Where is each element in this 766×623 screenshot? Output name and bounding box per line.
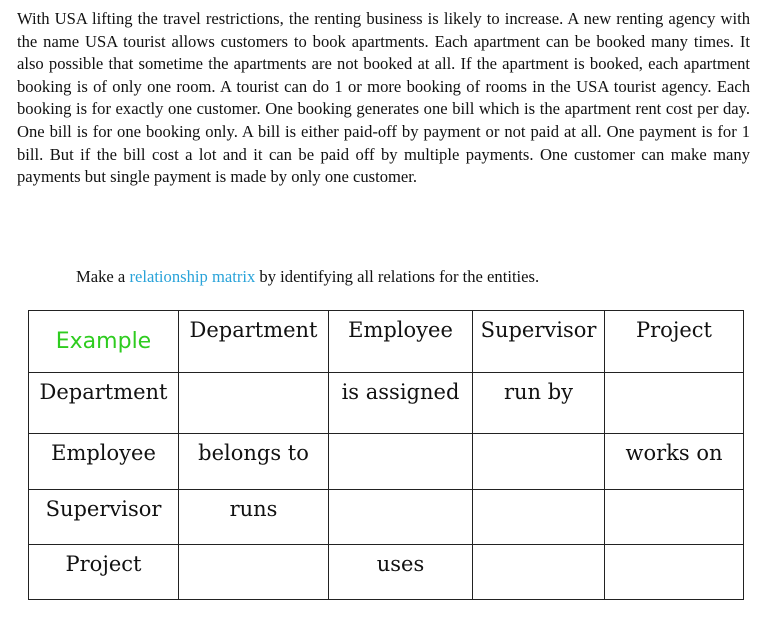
matrix-cell (329, 373, 473, 434)
relation-label: works on (625, 441, 723, 465)
relation-label: uses (376, 552, 425, 576)
matrix-cell (473, 490, 605, 545)
relation-label: runs (229, 497, 278, 521)
row-header (29, 434, 179, 490)
matrix-cell (329, 490, 473, 545)
relation-label (605, 490, 743, 497)
column-header (179, 311, 329, 373)
relation-label: belongs to (198, 441, 309, 465)
column-header-label: Project (636, 318, 712, 342)
instruction-prefix: Make a (76, 267, 130, 286)
matrix-cell (605, 490, 744, 545)
matrix-cell (179, 373, 329, 434)
relationship-matrix-link[interactable]: relationship matrix (129, 267, 256, 286)
relation-label (473, 490, 604, 497)
matrix-cell (473, 373, 605, 434)
row-header-label: Department (39, 380, 168, 404)
relation-label (473, 434, 604, 441)
matrix-cell (605, 545, 744, 600)
relationship-matrix-table (28, 310, 744, 600)
relation-label (329, 434, 472, 441)
matrix-cell (605, 373, 744, 434)
table-row (29, 373, 744, 434)
table-row (29, 434, 744, 490)
column-header (473, 311, 605, 373)
column-header-label: Supervisor (480, 318, 597, 342)
row-header-label: Project (65, 552, 142, 576)
table-row (29, 490, 744, 545)
matrix-cell (473, 545, 605, 600)
relation-label (605, 545, 743, 552)
column-header (329, 311, 473, 373)
row-header (29, 373, 179, 434)
instruction-suffix: by identifying all relations for the entities. (255, 267, 540, 286)
matrix-cell (329, 434, 473, 490)
table-row (29, 545, 744, 600)
instruction-text (76, 266, 539, 288)
relation-label (179, 545, 328, 552)
matrix-cell (179, 545, 329, 600)
relation-label (179, 373, 328, 380)
matrix-cell (473, 434, 605, 490)
matrix-cell (329, 545, 473, 600)
column-header (605, 311, 744, 373)
relation-label: is assigned (341, 380, 460, 404)
header-row (29, 311, 744, 373)
relation-label: run by (503, 380, 574, 404)
relation-label (605, 373, 743, 380)
problem-description: With USA lifting the travel restrictions, the renting business is likely to increase. A new renting agency with the name USA tourist allows customers to book apartments. Each apartment can be booked many times. It also possible that sometime the apartments are not booked at all. If the apartment is booked, each apartment booking is of only one room. A tourist can do 1 or more booking of rooms in the USA tourist agency. Each booking is for exactly one customer. One booking generates one bill which is the apartment rent cost per day. One bill is for one booking only. A bill is either paid-off by payment or not paid at all. One payment is for 1 bill. But if the bill cost a lot and it can be paid off by multiple payments. One customer can make many payments but single payment is made by only one customer. (17, 9, 750, 187)
relation-label (473, 545, 604, 552)
row-header (29, 490, 179, 545)
matrix-cell (605, 434, 744, 490)
row-header-label: Employee (51, 441, 156, 465)
matrix-cell (179, 490, 329, 545)
column-header-label: Department (189, 318, 318, 342)
example-label: Example (55, 329, 152, 354)
example-label-cell (29, 311, 179, 373)
relation-label (329, 490, 472, 497)
matrix-cell (179, 434, 329, 490)
row-header-label: Supervisor (45, 497, 162, 521)
column-header-label: Employee (348, 318, 453, 342)
row-header (29, 545, 179, 600)
